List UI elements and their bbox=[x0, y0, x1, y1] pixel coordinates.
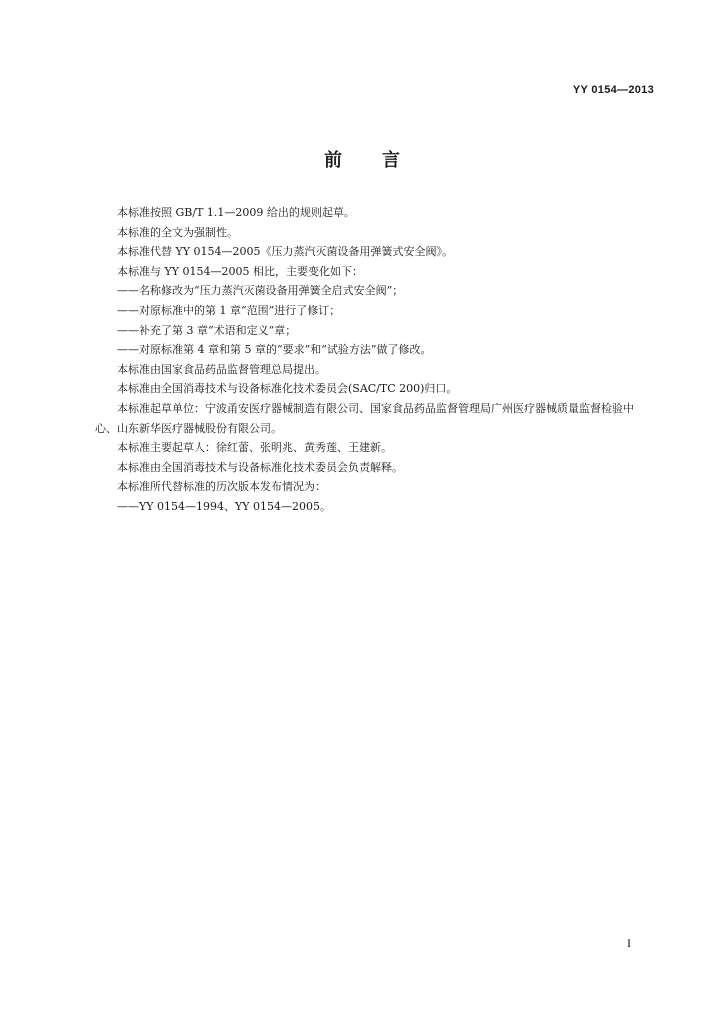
paragraph: 本标准由全国消毒技术与设备标准化技术委员会(SAC/TC 200)归口。 bbox=[117, 382, 458, 396]
paragraph: 本标准与 YY 0154—2005 相比，主要变化如下： bbox=[117, 264, 364, 278]
standard-code: YY 0154—2013 bbox=[572, 84, 654, 96]
paragraph: 本标准代替 YY 0154—2005《压力蒸汽灭菌设备用弹簧式安全阀》。 bbox=[117, 245, 454, 259]
list-item: ——YY 0154—1994、YY 0154—2005。 bbox=[117, 499, 332, 513]
list-item: ——对原标准第 4 章和第 5 章的“要求”和“试验方法”做了修改。 bbox=[117, 343, 432, 357]
page-title: 前言 bbox=[324, 150, 440, 171]
paragraph: 本标准的全文为强制性。 bbox=[117, 225, 238, 239]
preface-body bbox=[95, 203, 655, 517]
page-number: I bbox=[627, 936, 631, 950]
list-item: ——对原标准中的第 1 章“范围”进行了修订； bbox=[117, 303, 341, 317]
paragraph: 本标准由国家食品药品监督管理总局提出。 bbox=[117, 362, 326, 376]
paragraph: 本标准由全国消毒技术与设备标准化技术委员会负责解释。 bbox=[117, 460, 403, 474]
paragraph: 本标准所代替标准的历次版本发布情况为： bbox=[117, 480, 326, 494]
paragraph: 本标准主要起草人：徐红蕾、张明兆、黄秀莲、王建新。 bbox=[117, 441, 392, 455]
list-item: ——补充了第 3 章“术语和定义”章； bbox=[117, 323, 297, 337]
list-item: ——名称修改为“压力蒸汽灭菌设备用弹簧全启式安全阀”； bbox=[117, 284, 404, 298]
paragraph: 本标准按照 GB/T 1.1—2009 给出的规则起草。 bbox=[117, 206, 355, 219]
paragraph: 本标准起草单位：宁波甬安医疗器械制造有限公司、国家食品药品监督管理局广州医疗器械质量监督检验中心、山东新华医疗器械股份有限公司。 bbox=[95, 401, 634, 435]
